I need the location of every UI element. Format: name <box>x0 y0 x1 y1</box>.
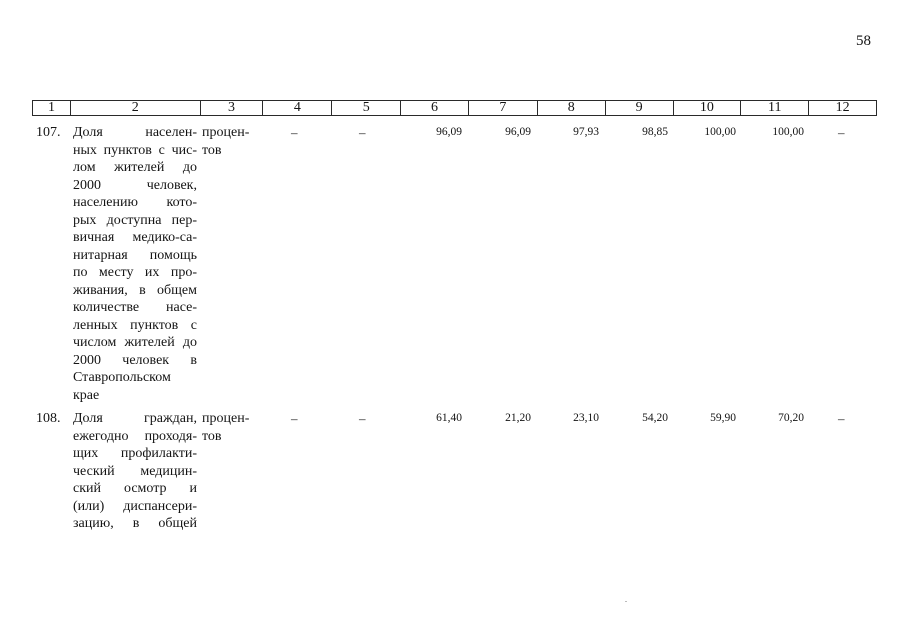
header-cell: 6 <box>400 101 468 115</box>
text-line: рых доступна пер- <box>73 212 197 228</box>
text-line: населению кото- <box>73 195 197 210</box>
value-cell: 54,20 <box>642 412 668 424</box>
dash-cell: – <box>291 411 298 426</box>
value-cell: 98,85 <box>642 126 668 138</box>
value-cell: 100,00 <box>772 126 804 138</box>
value-cell: 21,20 <box>505 412 531 424</box>
value-cell: 23,10 <box>573 412 599 424</box>
header-cell: 9 <box>605 101 673 115</box>
dash-cell: – <box>291 125 298 140</box>
text-line: количестве насе- <box>73 300 197 315</box>
header-cell: 3 <box>200 101 263 115</box>
value-cell: 96,09 <box>436 126 462 138</box>
indicator-name <box>73 124 197 404</box>
text-line: тов <box>202 428 222 444</box>
text-line: крае <box>73 387 100 403</box>
text-line: ежегодно проходя- <box>73 428 197 444</box>
text-line: ленных пунктов с <box>73 317 197 333</box>
text-line: 2000 человек, <box>73 177 197 193</box>
text-line: числом жителей до <box>73 335 197 350</box>
text-line: (или) диспансери- <box>73 498 197 514</box>
header-cell: 10 <box>673 101 741 115</box>
value-cell: 61,40 <box>436 412 462 424</box>
dash-cell: – <box>838 411 845 426</box>
text-line: вичная медико-са- <box>73 230 197 245</box>
header-cell: 8 <box>537 101 605 115</box>
text-line: зацию, в общей <box>73 516 197 531</box>
text-line: ных пунктов с чис- <box>73 142 197 158</box>
text-line: 2000 человек в <box>73 352 197 368</box>
text-line: Доля населен- <box>73 125 197 140</box>
row-number: 108. <box>36 411 61 426</box>
text-line: щих профилакти- <box>73 446 197 461</box>
text-line: Доля граждан, <box>73 411 197 426</box>
header-cell: 5 <box>331 101 400 115</box>
text-line: живания, в общем <box>73 282 197 298</box>
unit <box>202 124 249 159</box>
scan-speck <box>625 601 627 602</box>
text-line: нитарная помощь <box>73 247 197 263</box>
text-line: Ставропольском <box>73 370 171 385</box>
header-cell: 7 <box>468 101 537 115</box>
header-cell: 12 <box>808 101 876 115</box>
text-line: лом жителей до <box>73 160 197 175</box>
text-line: по месту их про- <box>73 265 197 280</box>
dash-cell: – <box>838 125 845 140</box>
value-cell: 70,20 <box>778 412 804 424</box>
header-cell: 2 <box>70 101 200 115</box>
value-cell: 100,00 <box>704 126 736 138</box>
header-cell: 1 <box>47 100 55 115</box>
dash-cell: – <box>359 411 366 426</box>
text-line: тов <box>202 142 222 158</box>
row-number: 107. <box>36 125 61 140</box>
page-number: 58 <box>856 33 871 49</box>
table-header-row <box>32 100 877 116</box>
value-cell: 97,93 <box>573 126 599 138</box>
text-line: ческий медицин- <box>73 463 197 479</box>
header-cell: 11 <box>740 101 808 115</box>
dash-cell: – <box>359 125 366 140</box>
unit <box>202 410 249 445</box>
text-line: ский осмотр и <box>73 481 197 496</box>
header-cell: 4 <box>262 101 331 115</box>
indicator-name <box>73 410 197 533</box>
text-line: процен- <box>202 125 250 140</box>
value-cell: 59,90 <box>710 412 736 424</box>
value-cell: 96,09 <box>505 126 531 138</box>
text-line: процен- <box>202 411 250 426</box>
